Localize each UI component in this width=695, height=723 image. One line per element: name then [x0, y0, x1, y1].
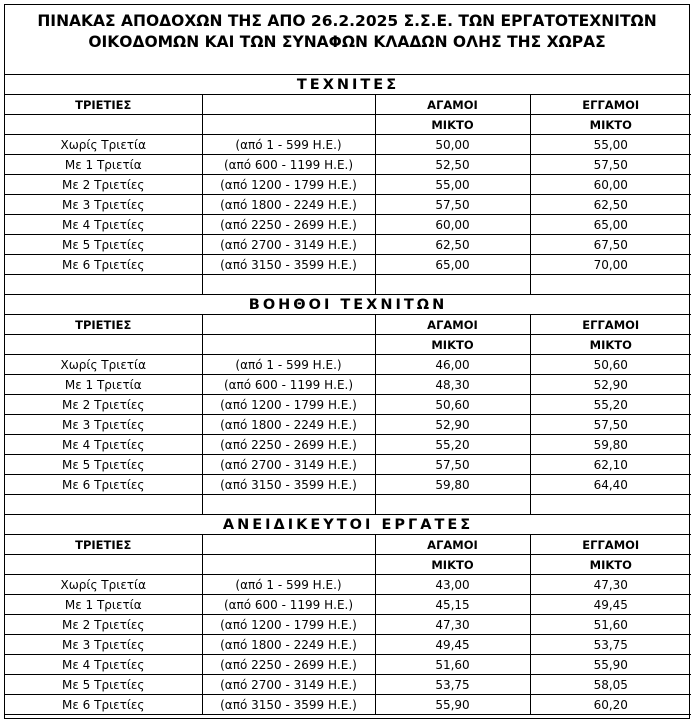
spacer-row: [5, 275, 691, 295]
row-eggamoi: 60,20: [530, 695, 691, 715]
spacer-cell: [5, 495, 202, 515]
row-range: (από 1800 - 2249 Η.Ε.): [202, 635, 375, 655]
table-row: [5, 415, 691, 435]
table-row: [5, 395, 691, 415]
table-row: [5, 455, 691, 475]
row-range: (από 2250 - 2699 Η.Ε.): [202, 435, 375, 455]
row-eggamoi: 64,40: [530, 475, 691, 495]
row-label: Χωρίς Τριετία: [5, 135, 202, 155]
subheader-row: [5, 115, 691, 135]
subheader-row: [5, 335, 691, 355]
row-eggamoi: 57,50: [530, 415, 691, 435]
table-row: [5, 175, 691, 195]
row-agamoi: 55,90: [375, 695, 530, 715]
title-line-1: ΠΙΝΑΚΑΣ ΑΠΟΔΟΧΩΝ ΤΗΣ ΑΠΟ 26.2.2025 Σ.Σ.Ε. ΤΩΝ ΕΡΓΑΤΟΤΕΧΝΙΤΩΝ: [37, 12, 657, 30]
row-label: Με 4 Τριετίες: [5, 435, 202, 455]
row-label: Με 3 Τριετίες: [5, 635, 202, 655]
section-title: ΑΝΕΙΔΙΚΕΥΤΟΙ ΕΡΓΑΤΕΣ: [5, 515, 691, 535]
subheader-empty: [5, 115, 202, 135]
row-agamoi: 53,75: [375, 675, 530, 695]
row-agamoi: 57,50: [375, 455, 530, 475]
header-eggamoi: ΕΓΓΑΜΟΙ: [530, 315, 691, 335]
row-eggamoi: 67,50: [530, 235, 691, 255]
row-label: Με 5 Τριετίες: [5, 675, 202, 695]
row-agamoi: 60,00: [375, 215, 530, 235]
row-range: (από 3150 - 3599 Η.Ε.): [202, 695, 375, 715]
spacer-cell: [375, 495, 530, 515]
row-agamoi: 59,80: [375, 475, 530, 495]
row-label: Με 6 Τριετίες: [5, 475, 202, 495]
row-label: Με 5 Τριετίες: [5, 455, 202, 475]
row-range: (από 1200 - 1799 Η.Ε.): [202, 175, 375, 195]
column-header-row: [5, 535, 691, 555]
row-eggamoi: 52,90: [530, 375, 691, 395]
row-agamoi: 57,50: [375, 195, 530, 215]
section-title-row: [5, 75, 691, 95]
row-label: Με 1 Τριετία: [5, 375, 202, 395]
row-range: (από 600 - 1199 Η.Ε.): [202, 595, 375, 615]
column-header-row: [5, 315, 691, 335]
row-eggamoi: 62,50: [530, 195, 691, 215]
row-range: (από 2700 - 3149 Η.Ε.): [202, 455, 375, 475]
row-agamoi: 65,00: [375, 255, 530, 275]
subheader-mikto-agamoi: ΜΙΚΤΟ: [375, 115, 530, 135]
table-row: [5, 195, 691, 215]
row-range: (από 600 - 1199 Η.Ε.): [202, 155, 375, 175]
row-eggamoi: 49,45: [530, 595, 691, 615]
row-range: (από 1 - 599 Η.Ε.): [202, 355, 375, 375]
row-eggamoi: 47,30: [530, 575, 691, 595]
subheader-empty: [202, 555, 375, 575]
row-agamoi: 48,30: [375, 375, 530, 395]
row-eggamoi: 65,00: [530, 215, 691, 235]
table-row: [5, 435, 691, 455]
row-label: Με 1 Τριετία: [5, 155, 202, 175]
table-row: [5, 595, 691, 615]
row-eggamoi: 62,10: [530, 455, 691, 475]
header-range-empty: [202, 95, 375, 115]
spacer-cell: [530, 495, 691, 515]
row-label: Με 2 Τριετίες: [5, 395, 202, 415]
subheader-mikto-eggamoi: ΜΙΚΤΟ: [530, 335, 691, 355]
row-eggamoi: 55,90: [530, 655, 691, 675]
header-trieties: ΤΡΙΕΤΙΕΣ: [5, 315, 202, 335]
row-label: Με 5 Τριετίες: [5, 235, 202, 255]
row-label: Με 6 Τριετίες: [5, 255, 202, 275]
subheader-empty: [202, 335, 375, 355]
row-agamoi: 50,00: [375, 135, 530, 155]
header-agamoi: ΑΓΑΜΟΙ: [375, 535, 530, 555]
row-eggamoi: 57,50: [530, 155, 691, 175]
row-agamoi: 62,50: [375, 235, 530, 255]
row-range: (από 3150 - 3599 Η.Ε.): [202, 475, 375, 495]
subheader-empty: [5, 555, 202, 575]
table-row: [5, 655, 691, 675]
table-row: [5, 255, 691, 275]
row-range: (από 2250 - 2699 Η.Ε.): [202, 655, 375, 675]
table-row: [5, 215, 691, 235]
document-title: [5, 5, 689, 75]
section-title-row: [5, 515, 691, 535]
spacer-row: [5, 495, 691, 515]
row-label: Με 2 Τριετίες: [5, 175, 202, 195]
spacer-cell: [202, 275, 375, 295]
subheader-empty: [5, 335, 202, 355]
table-row: [5, 155, 691, 175]
table-row: [5, 475, 691, 495]
table-row: [5, 575, 691, 595]
wage-grid: [5, 75, 691, 715]
row-label: Χωρίς Τριετία: [5, 355, 202, 375]
row-label: Με 3 Τριετίες: [5, 195, 202, 215]
spacer-cell: [202, 495, 375, 515]
header-eggamoi: ΕΓΓΑΜΟΙ: [530, 95, 691, 115]
spacer-cell: [530, 275, 691, 295]
section-title: ΤΕΧΝΙΤΕΣ: [5, 75, 691, 95]
header-agamoi: ΑΓΑΜΟΙ: [375, 315, 530, 335]
table-row: [5, 135, 691, 155]
title-line-2: ΟΙΚΟΔΟΜΩΝ ΚΑΙ ΤΩΝ ΣΥΝΑΦΩΝ ΚΛΑΔΩΝ ΟΛΗΣ ΤΗΣ ΧΩΡΑΣ: [88, 33, 606, 51]
row-eggamoi: 58,05: [530, 675, 691, 695]
column-header-row: [5, 95, 691, 115]
header-range-empty: [202, 535, 375, 555]
table-row: [5, 235, 691, 255]
row-eggamoi: 70,00: [530, 255, 691, 275]
row-range: (από 600 - 1199 Η.Ε.): [202, 375, 375, 395]
row-label: Χωρίς Τριετία: [5, 575, 202, 595]
subheader-empty: [202, 115, 375, 135]
spacer-cell: [375, 275, 530, 295]
row-agamoi: 50,60: [375, 395, 530, 415]
row-label: Με 2 Τριετίες: [5, 615, 202, 635]
row-eggamoi: 50,60: [530, 355, 691, 375]
row-range: (από 1800 - 2249 Η.Ε.): [202, 195, 375, 215]
row-range: (από 1 - 599 Η.Ε.): [202, 575, 375, 595]
row-agamoi: 43,00: [375, 575, 530, 595]
header-eggamoi: ΕΓΓΑΜΟΙ: [530, 535, 691, 555]
row-agamoi: 46,00: [375, 355, 530, 375]
row-range: (από 2250 - 2699 Η.Ε.): [202, 215, 375, 235]
table-row: [5, 615, 691, 635]
row-agamoi: 47,30: [375, 615, 530, 635]
section-title-row: [5, 295, 691, 315]
row-label: Με 1 Τριετία: [5, 595, 202, 615]
row-eggamoi: 55,20: [530, 395, 691, 415]
row-agamoi: 55,00: [375, 175, 530, 195]
row-eggamoi: 53,75: [530, 635, 691, 655]
row-range: (από 2700 - 3149 Η.Ε.): [202, 235, 375, 255]
header-agamoi: ΑΓΑΜΟΙ: [375, 95, 530, 115]
row-agamoi: 51,60: [375, 655, 530, 675]
subheader-row: [5, 555, 691, 575]
section-title: ΒΟΗΘΟΙ ΤΕΧΝΙΤΩΝ: [5, 295, 691, 315]
table-row: [5, 375, 691, 395]
row-label: Με 3 Τριετίες: [5, 415, 202, 435]
header-range-empty: [202, 315, 375, 335]
table-row: [5, 675, 691, 695]
row-range: (από 1200 - 1799 Η.Ε.): [202, 615, 375, 635]
subheader-mikto-eggamoi: ΜΙΚΤΟ: [530, 115, 691, 135]
row-eggamoi: 59,80: [530, 435, 691, 455]
subheader-mikto-agamoi: ΜΙΚΤΟ: [375, 555, 530, 575]
row-label: Με 6 Τριετίες: [5, 695, 202, 715]
row-eggamoi: 51,60: [530, 615, 691, 635]
table-row: [5, 355, 691, 375]
row-range: (από 3150 - 3599 Η.Ε.): [202, 255, 375, 275]
header-trieties: ΤΡΙΕΤΙΕΣ: [5, 535, 202, 555]
row-label: Με 4 Τριετίες: [5, 655, 202, 675]
wage-table-sheet: [4, 4, 690, 719]
row-agamoi: 45,15: [375, 595, 530, 615]
table-row: [5, 695, 691, 715]
row-eggamoi: 60,00: [530, 175, 691, 195]
row-label: Με 4 Τριετίες: [5, 215, 202, 235]
row-eggamoi: 55,00: [530, 135, 691, 155]
subheader-mikto-agamoi: ΜΙΚΤΟ: [375, 335, 530, 355]
table-row: [5, 635, 691, 655]
row-agamoi: 52,90: [375, 415, 530, 435]
row-range: (από 1 - 599 Η.Ε.): [202, 135, 375, 155]
row-range: (από 1200 - 1799 Η.Ε.): [202, 395, 375, 415]
row-agamoi: 55,20: [375, 435, 530, 455]
subheader-mikto-eggamoi: ΜΙΚΤΟ: [530, 555, 691, 575]
row-range: (από 1800 - 2249 Η.Ε.): [202, 415, 375, 435]
header-trieties: ΤΡΙΕΤΙΕΣ: [5, 95, 202, 115]
row-agamoi: 49,45: [375, 635, 530, 655]
row-range: (από 2700 - 3149 Η.Ε.): [202, 675, 375, 695]
spacer-cell: [5, 275, 202, 295]
row-agamoi: 52,50: [375, 155, 530, 175]
